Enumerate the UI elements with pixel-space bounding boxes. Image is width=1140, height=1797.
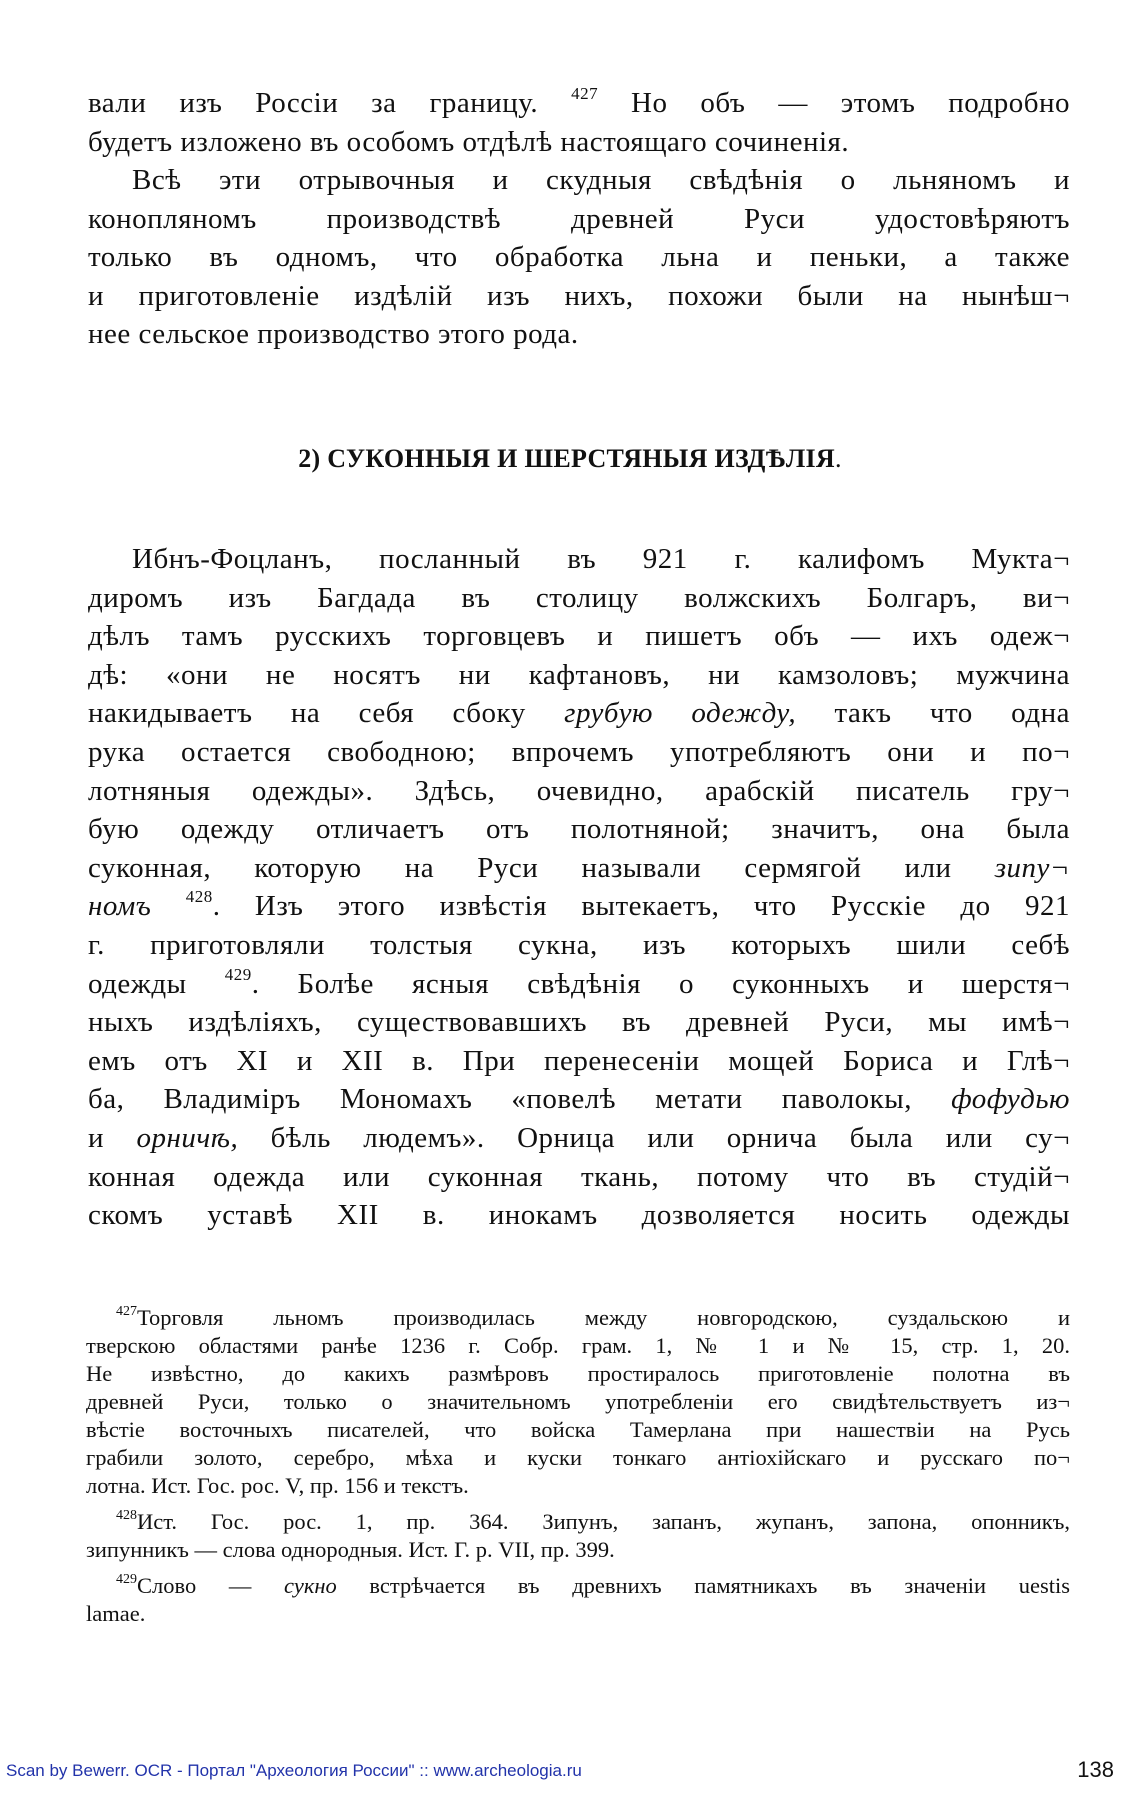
footnotes [86, 1304, 1070, 1628]
footnote-line: $^{427}$Торговля льномъ производилась между новгородскою, суздальскою и [116, 1304, 1070, 1330]
footnote-line: зипунникъ — слова однородныя. Ист. Г. р. VII, пр. 399. [86, 1537, 615, 1562]
text-line: накидываетъ на себя сбоку грубую одежду, такъ что одна [88, 697, 1070, 730]
text-line: конная одежда или суконная ткань, потому что въ студій¬ [88, 1160, 1070, 1193]
text-line: лотняныя одежды». Здѣсь, очевидно, арабскій писатель гру¬ [88, 774, 1070, 807]
scan-credit-link[interactable]: Scan by Bewerr. OCR - Портал "Археология России" :: www.archeologia.ru [6, 1761, 582, 1780]
text-line: Ибнъ-Фоцланъ, посланный въ 921 г. калифомъ Мукта¬ [132, 543, 1070, 575]
text-line: будетъ изложено въ особомъ отдѣлѣ настоящаго сочиненія. [88, 125, 850, 158]
text-line: и орничѣ, бѣль людемъ». Орница или орнича была или су¬ [88, 1121, 1070, 1154]
text-line: ныхъ издѣліяхъ, существовавшихъ въ древней Руси, мы имѣ¬ [88, 1006, 1070, 1039]
footnote-427 [86, 1304, 1070, 1500]
text-line: номъ $^{428}$. Изъ этого извѣстія вытекаетъ, что Русскіе до 921 [88, 887, 1071, 923]
footnote-line: lamae. [86, 1601, 146, 1626]
footnote-ref-427[interactable]: 427 [571, 84, 599, 103]
text-line: скомъ уставѣ XII в. инокамъ дозволяется носить одежды [88, 1199, 1070, 1232]
footnote-ref-428[interactable]: 428 [185, 887, 213, 907]
footnote-line: вѣстіе восточныхъ писателей, что войска Тамерлана при нашествіи на Русь [86, 1417, 1070, 1442]
footnote-number: 429 [116, 1572, 137, 1587]
text-line: вали изъ Россіи за границу. $^{427}$ Но объ — этомъ подробно [88, 84, 1070, 119]
footnote-number: 427 [116, 1304, 137, 1319]
text-line: нее сельское производство этого рода. [88, 318, 579, 350]
text-line: бую одежду отличаетъ отъ полотняной; значитъ, она была [88, 813, 1070, 846]
footnote-line: тверскою областями ранѣе 1236 г. Собр. грам. 1, № 1 и № 15, стр. 1, 20. [86, 1333, 1070, 1358]
footnote-line: $^{428}$Ист. Гос. рос. 1, пр. 364. Зипунъ, запанъ, жупанъ, запона, опонникъ, [116, 1508, 1070, 1534]
text-line: ба, Владиміръ Мономахъ «повелѣ метати паволокы, фофудью [88, 1083, 1070, 1116]
footnote-line: Не извѣстно, до какихъ размѣровъ простиралось приготовленіе полотна въ [86, 1361, 1070, 1386]
footnote-429 [86, 1572, 1070, 1628]
text-line: одежды $^{429}$. Болѣе ясныя свѣдѣнія о суконныхъ и шерстя¬ [88, 964, 1070, 1000]
text-line: рука остается свободною; впрочемъ употребляютъ они и по¬ [88, 735, 1070, 768]
footnote-line: грабили золото, серебро, мѣха и куски тонкаго антіохійскаго и русскаго по¬ [86, 1445, 1070, 1470]
footnote-number: 428 [116, 1508, 137, 1523]
main-paragraph [88, 540, 1070, 1235]
text-line: только въ одномъ, что обработка льна и пеньки, а также [88, 241, 1070, 273]
text-line: Всѣ эти отрывочныя и скудныя свѣдѣнія о льняномъ и [132, 164, 1070, 196]
text-line: емъ отъ XI и XII в. При перенесеніи мощей Бориса и Глѣ¬ [88, 1044, 1070, 1077]
continued-paragraph [88, 84, 1070, 354]
text-line: диромъ изъ Багдада въ столицу волжскихъ Болгаръ, ви¬ [88, 581, 1070, 614]
footnote-line: лотна. Ист. Гос. рос. V, пр. 156 и текстъ. [86, 1473, 469, 1498]
text-line: суконная, которую на Руси называли сермягой или зипу¬ [88, 851, 1070, 884]
footnote-line: $^{429}$Слово — сукно встрѣчается въ древнихъ памятникахъ въ значеніи uestis [116, 1572, 1070, 1598]
text-line: и приготовленіе издѣлій изъ нихъ, похожи были на нынѣш¬ [88, 279, 1070, 312]
text-line: г. приготовляли толстыя сукна, изъ которыхъ шили себѣ [88, 928, 1070, 961]
footnote-428 [86, 1508, 1070, 1564]
footnote-line: древней Руси, только о значительномъ употребленіи его свидѣтельствуетъ из¬ [86, 1389, 1070, 1414]
text-line: дѣлъ тамъ русскихъ торговцевъ и пишетъ объ — ихъ одеж¬ [88, 620, 1070, 653]
text-line: конопляномъ производствѣ древней Руси удостовѣряютъ [88, 202, 1070, 235]
text-line: дѣ: «они не носятъ ни кафтановъ, ни камзоловъ; мужчина [88, 658, 1070, 691]
section-heading: 2) СУКОННЫЯ И ШЕРСТЯНЫЯ ИЗДѢЛІЯ. [298, 444, 842, 473]
page-number: 138 [1077, 1757, 1114, 1782]
footnote-ref-429[interactable]: 429 [224, 964, 252, 984]
